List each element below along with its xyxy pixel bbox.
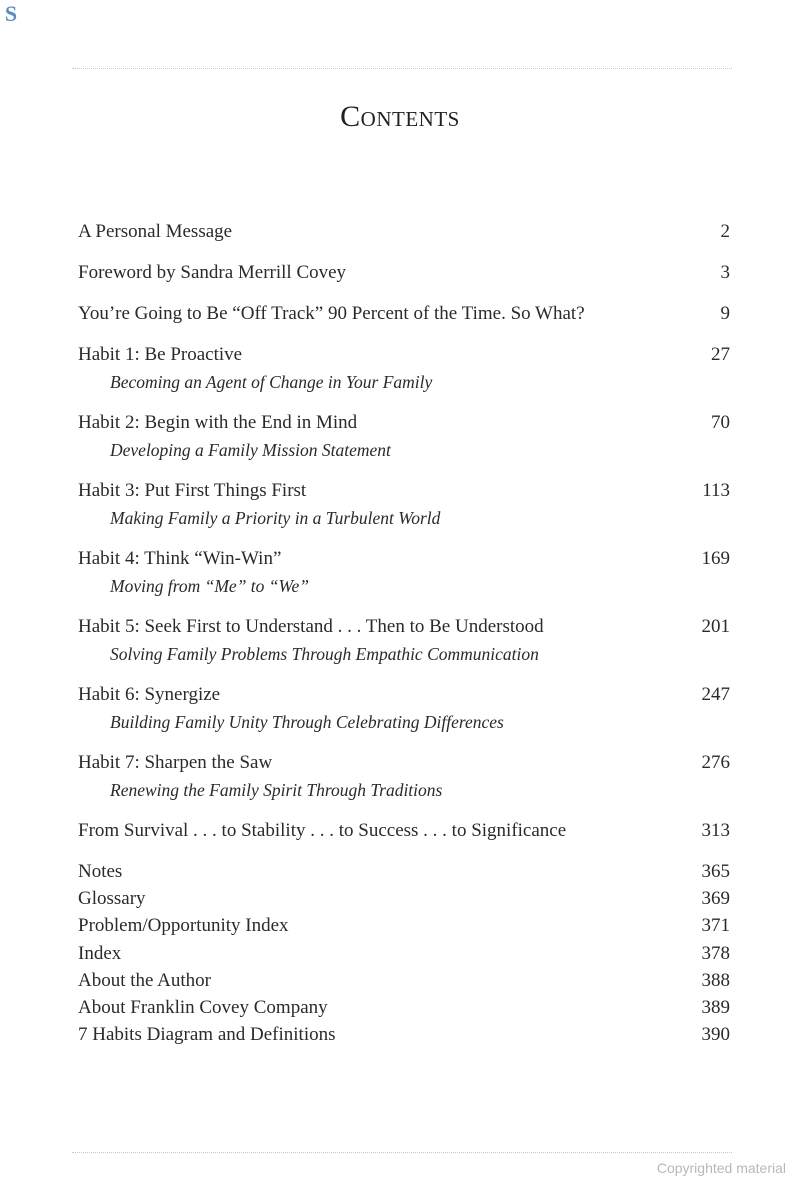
toc-habit-entry <box>78 749 730 804</box>
corner-logo-mark: S <box>4 1 18 26</box>
toc-entry-label: Foreword by Sandra Merrill Covey <box>78 262 347 283</box>
toc-entry-page: 2 <box>720 221 730 242</box>
toc-entry-label: From Survival . . . to Stability . . . to Success . . . to Significance <box>78 820 567 841</box>
toc-habit-entry <box>78 545 730 600</box>
toc-entry <box>78 912 730 939</box>
toc-entry-subtitle: Becoming an Agent of Change in Your Family <box>110 372 433 392</box>
toc-entry-page: 313 <box>701 820 730 841</box>
toc-entry <box>78 994 730 1021</box>
toc-entry-label: Glossary <box>78 888 146 910</box>
toc-entry-page: 369 <box>701 888 730 910</box>
toc-entry <box>78 858 730 885</box>
scan-edge-bottom <box>72 1152 732 1155</box>
copyright-watermark: Copyrighted material <box>656 1160 786 1176</box>
toc-entry-page: 27 <box>711 344 730 365</box>
toc-entry <box>78 940 730 967</box>
toc-entry-label: Notes <box>78 861 123 882</box>
toc-entry-page: 389 <box>701 997 730 1019</box>
toc-entry-label: About Franklin Covey Company <box>78 997 328 1019</box>
toc-habit-entry <box>78 477 730 532</box>
toc-habit-entry <box>78 341 730 396</box>
toc-entry-label: You’re Going to Be “Off Track” 90 Percent of the Time. So What? <box>78 303 585 324</box>
toc-entry-page: 390 <box>701 1024 730 1046</box>
toc-entry-subtitle: Moving from “Me” to “We” <box>110 576 309 596</box>
page-title: Contents <box>340 100 460 133</box>
toc-entry <box>78 967 730 994</box>
scan-edge-top <box>72 68 732 71</box>
toc-entry-label: Problem/Opportunity Index <box>78 915 289 937</box>
toc-entry-page: 365 <box>701 861 730 882</box>
toc-entry-page: 378 <box>701 942 730 964</box>
toc-habit-entry <box>78 681 730 736</box>
toc-entry-label: Habit 5: Seek First to Understand . . . Then to Be Understood <box>78 616 544 637</box>
toc-entry-label: Habit 6: Synergize <box>78 684 221 705</box>
toc-entry-label: A Personal Message <box>78 221 233 242</box>
toc-entry-page: 169 <box>701 548 730 569</box>
toc-entry-label: Habit 1: Be Proactive <box>78 344 243 365</box>
toc-entry <box>78 1021 730 1048</box>
toc-entry-subtitle: Building Family Unity Through Celebrating Differences <box>110 712 504 732</box>
toc-entry-page: 276 <box>701 752 730 773</box>
toc-entry-label: 7 Habits Diagram and Definitions <box>78 1024 336 1046</box>
toc-entry <box>78 218 730 245</box>
toc-entry <box>78 300 730 327</box>
toc-entry-page: 3 <box>720 262 730 283</box>
toc-habit-entry <box>78 613 730 668</box>
toc-entry-subtitle: Making Family a Priority in a Turbulent World <box>110 508 441 528</box>
toc-entry <box>78 817 730 844</box>
toc-entry-page: 70 <box>711 412 730 433</box>
toc-entry-label: Habit 4: Think “Win-Win” <box>78 548 282 569</box>
toc-entry-label: Habit 7: Sharpen the Saw <box>78 752 273 773</box>
toc-entry-page: 113 <box>702 480 730 501</box>
table-of-contents <box>78 218 730 1048</box>
toc-entry-subtitle: Renewing the Family Spirit Through Traditions <box>110 780 443 800</box>
toc-entry-page: 388 <box>701 969 730 991</box>
toc-habit-entry <box>78 409 730 464</box>
toc-entry-page: 247 <box>701 684 730 705</box>
toc-entry-label: Habit 2: Begin with the End in Mind <box>78 412 358 433</box>
toc-entry-subtitle: Solving Family Problems Through Empathic Communication <box>110 644 539 664</box>
toc-entry-label: Index <box>78 942 122 964</box>
toc-entry-label: Habit 3: Put First Things First <box>78 480 307 501</box>
toc-entry <box>78 885 730 912</box>
back-matter-list <box>78 858 730 1048</box>
toc-entry-page: 371 <box>701 915 730 937</box>
toc-entry-page: 9 <box>720 303 730 324</box>
toc-entry-page: 201 <box>701 616 730 637</box>
toc-entry-subtitle: Developing a Family Mission Statement <box>110 440 391 460</box>
toc-entry-label: About the Author <box>78 969 211 991</box>
toc-entry <box>78 259 730 286</box>
